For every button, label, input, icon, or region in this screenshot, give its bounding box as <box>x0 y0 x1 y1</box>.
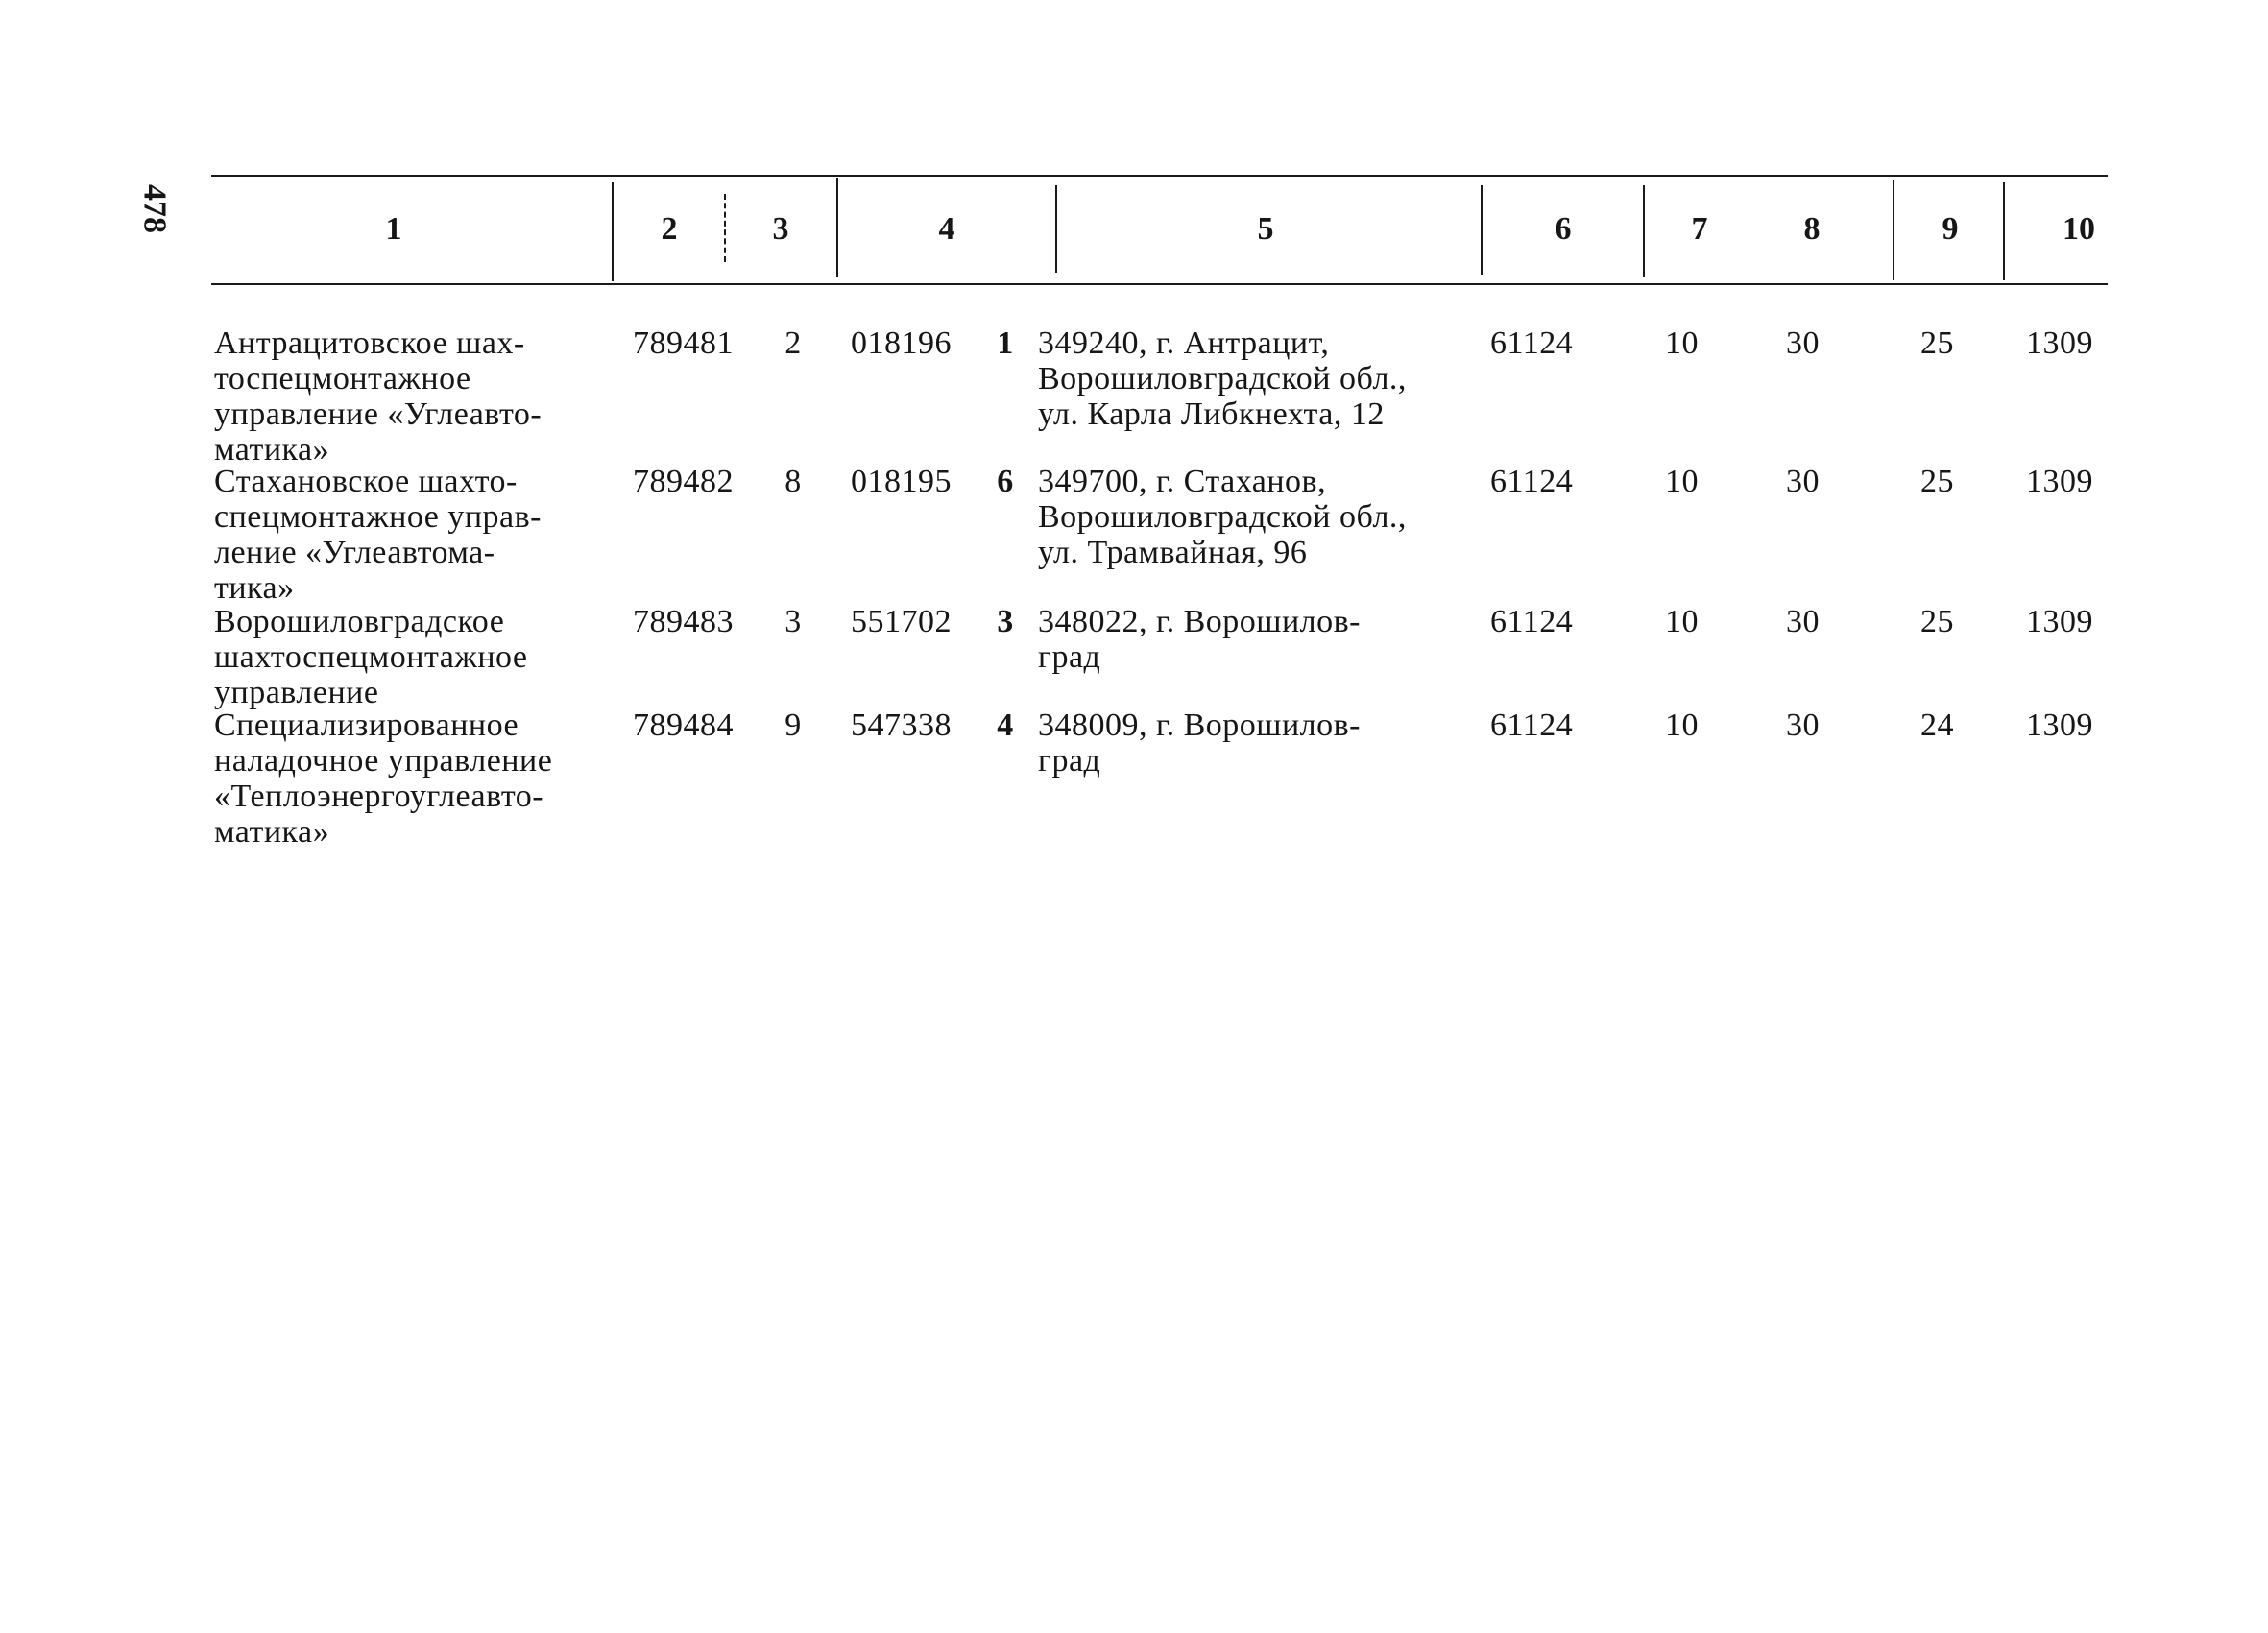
col-8-value: 30 <box>1786 464 1820 499</box>
col-7-value: 10 <box>1665 708 1699 743</box>
address-line: 349700, г. Стаханов, <box>1038 464 1327 499</box>
header-col-3: 3 <box>772 211 789 247</box>
col-6-value: 61124 <box>1490 325 1574 361</box>
organization-name <box>214 604 528 710</box>
organization-name <box>214 464 542 606</box>
organization-name-line: Ворошиловградское <box>214 604 505 639</box>
col-2-code: 789481 <box>633 325 734 361</box>
header-col-10: 10 <box>2063 211 2095 247</box>
organization-name <box>214 708 552 850</box>
organization-name-line: матика» <box>214 814 330 850</box>
address <box>1038 325 1407 432</box>
col-4-code: 018196 <box>851 325 952 361</box>
organization-name-line: наладочное управление <box>214 743 553 779</box>
col-9-value: 25 <box>1920 604 1954 639</box>
col-4-digit: 3 <box>997 604 1014 639</box>
organization-name-line: матика» <box>214 432 330 468</box>
organization-name-line: Антрацитовское шах- <box>214 325 525 361</box>
header-col-2: 2 <box>661 211 678 247</box>
col-2-code: 789482 <box>633 464 734 499</box>
address-line: 348022, г. Ворошилов- <box>1038 604 1362 639</box>
table-header-bottom-rule <box>211 283 2108 285</box>
col-4-code: 547338 <box>851 708 952 743</box>
organization-name-line: шахтоспецмонтажное <box>214 639 528 675</box>
organization-name-line: Стахановское шахто- <box>214 464 518 499</box>
col-10-value: 1309 <box>2026 325 2093 361</box>
col-10-value: 1309 <box>2026 708 2093 743</box>
col-7-value: 10 <box>1665 325 1699 361</box>
table-row <box>0 325 2268 468</box>
col-9-value: 24 <box>1920 708 1954 743</box>
header-separator <box>1055 185 1057 273</box>
table-row <box>0 604 2268 710</box>
address-line: ул. Трамвайная, 96 <box>1038 535 1308 570</box>
address <box>1038 604 1361 675</box>
address-line: ул. Карла Либкнехта, 12 <box>1038 396 1385 432</box>
col-2-code: 789484 <box>633 708 734 743</box>
header-separator <box>1481 185 1483 275</box>
header-separator <box>2003 182 2005 280</box>
col-4-code: 551702 <box>851 604 952 639</box>
col-2-code: 789483 <box>633 604 734 639</box>
header-separator <box>1893 180 1894 280</box>
organization-name <box>214 325 542 468</box>
address-line: Ворошиловградской обл., <box>1038 499 1407 535</box>
address-line: град <box>1038 743 1101 779</box>
col-6-value: 61124 <box>1490 604 1574 639</box>
page-number: 478 <box>136 184 173 233</box>
address <box>1038 708 1361 779</box>
organization-name-line: «Теплоэнергоуглеавто- <box>214 779 544 814</box>
col-7-value: 10 <box>1665 464 1699 499</box>
col-4-code: 018195 <box>851 464 952 499</box>
organization-name-line: Специализированное <box>214 708 519 743</box>
organization-name-line: ление «Углеавтома- <box>214 535 495 570</box>
header-separator <box>836 178 838 277</box>
address-line: 348009, г. Ворошилов- <box>1038 708 1362 743</box>
header-col-6: 6 <box>1555 211 1572 247</box>
col-9-value: 25 <box>1920 325 1954 361</box>
col-4-digit: 1 <box>997 325 1014 361</box>
col-8-value: 30 <box>1786 708 1820 743</box>
header-separator-dashed <box>724 194 726 262</box>
organization-name-line: тика» <box>214 570 295 606</box>
col-10-value: 1309 <box>2026 464 2093 499</box>
col-7-value: 10 <box>1665 604 1699 639</box>
address-line: град <box>1038 639 1101 675</box>
header-col-1: 1 <box>385 211 402 247</box>
organization-name-line: спецмонтажное управ- <box>214 499 543 535</box>
col-3-digit: 8 <box>784 464 802 499</box>
header-col-8: 8 <box>1803 211 1821 247</box>
header-col-5: 5 <box>1257 211 1274 247</box>
col-6-value: 61124 <box>1490 464 1574 499</box>
col-6-value: 61124 <box>1490 708 1574 743</box>
col-3-digit: 3 <box>784 604 802 639</box>
header-col-9: 9 <box>1942 211 1959 247</box>
col-4-digit: 6 <box>997 464 1014 499</box>
table-top-rule <box>211 175 2108 177</box>
col-9-value: 25 <box>1920 464 1954 499</box>
header-separator <box>612 182 614 281</box>
col-3-digit: 9 <box>784 708 802 743</box>
col-10-value: 1309 <box>2026 604 2093 639</box>
address-line: 349240, г. Антрацит, <box>1038 325 1330 361</box>
organization-name-line: управление <box>214 675 379 710</box>
table-row <box>0 708 2268 850</box>
address <box>1038 464 1407 570</box>
col-3-digit: 2 <box>784 325 802 361</box>
header-separator <box>1643 185 1645 277</box>
col-8-value: 30 <box>1786 604 1820 639</box>
address-line: Ворошиловградской обл., <box>1038 361 1407 396</box>
organization-name-line: тоспецмонтажное <box>214 361 471 396</box>
organization-name-line: управление «Углеавто- <box>214 396 543 432</box>
col-8-value: 30 <box>1786 325 1820 361</box>
col-4-digit: 4 <box>997 708 1014 743</box>
header-col-7: 7 <box>1691 211 1708 247</box>
table-row <box>0 464 2268 606</box>
header-col-4: 4 <box>938 211 955 247</box>
